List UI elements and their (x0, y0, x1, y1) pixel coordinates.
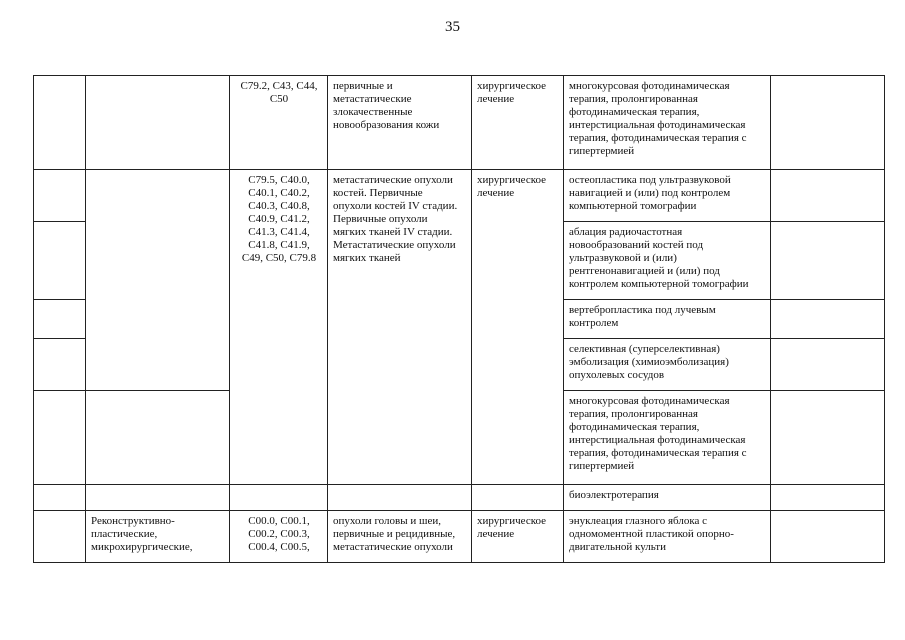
page-number: 35 (445, 19, 460, 35)
cell-cost (771, 76, 885, 170)
table-row (34, 170, 885, 222)
cell-treatment-method: остеопластика под ультразвуковой навигацией и (или) под контролем компьютерной томографии (564, 170, 771, 222)
cell-patient-model: метастатические опухоли костей. Первичные опухоли костей IV стадии. Первичные опухоли мягких тканей IV стадии. Метастатические опухоли мягких тканей (328, 170, 472, 485)
cell-icd-codes (230, 485, 328, 511)
cell-treatment-type (472, 485, 564, 511)
cell-number (34, 391, 86, 485)
cell-number (34, 170, 86, 222)
table-row (34, 511, 885, 563)
cell-care-type (86, 170, 230, 391)
table-row (34, 76, 885, 170)
cell-cost (771, 391, 885, 485)
cell-care-type (86, 76, 230, 170)
cell-cost (771, 222, 885, 300)
cell-number (34, 339, 86, 391)
cell-treatment-type: хирургическое лечение (472, 511, 564, 563)
cell-cost (771, 339, 885, 391)
cell-number (34, 300, 86, 339)
cell-patient-model (328, 485, 472, 511)
cell-patient-model: опухоли головы и шеи, первичные и рецидивные, метастатические опухоли (328, 511, 472, 563)
cell-patient-model: первичные и метастатические злокачественные новообразования кожи (328, 76, 472, 170)
cell-treatment-method: вертебропластика под лучевым контролем (564, 300, 771, 339)
cell-care-type (86, 391, 230, 485)
cell-cost (771, 511, 885, 563)
medical-care-table (33, 75, 885, 563)
cell-icd-codes: C79.2, C43, C44, C50 (230, 76, 328, 170)
cell-icd-codes: C00.0, C00.1, C00.2, C00.3, C00.4, C00.5, (230, 511, 328, 563)
cell-treatment-type: хирургическое лечение (472, 76, 564, 170)
cell-treatment-method: биоэлектротерапия (564, 485, 771, 511)
cell-care-type (86, 485, 230, 511)
table-row (34, 485, 885, 511)
cell-treatment-type: хирургическое лечение (472, 170, 564, 485)
cell-treatment-method: селективная (суперселективная) эмболизация (химиоэмболизация) опухолевых сосудов (564, 339, 771, 391)
cell-treatment-method: энуклеация глазного яблока с одномоментной пластикой опорно- двигательной культи (564, 511, 771, 563)
cell-icd-codes: C79.5, C40.0, C40.1, C40.2, C40.3, C40.8, C40.9, C41.2, C41.3, C41.4, C41.8, C41.9, C49, C50, C79.8 (230, 170, 328, 485)
cell-cost (771, 485, 885, 511)
cell-number (34, 76, 86, 170)
cell-treatment-method: аблация радиочастотная новообразований костей под ультразвуковой и (или) рентгенонавигацией и (или) под контролем компьютерной томографии (564, 222, 771, 300)
cell-number (34, 485, 86, 511)
cell-cost (771, 170, 885, 222)
cell-treatment-method: многокурсовая фотодинамическая терапия, пролонгированная фотодинамическая терапия, интерстициальная фотодинамическая терапия, фотодинамическая терапия с гипертермией (564, 76, 771, 170)
cell-number (34, 222, 86, 300)
cell-number (34, 511, 86, 563)
cell-treatment-method: многокурсовая фотодинамическая терапия, пролонгированная фотодинамическая терапия, интерстициальная фотодинамическая терапия, фотодинамическая терапия с гипертермией (564, 391, 771, 485)
cell-cost (771, 300, 885, 339)
cell-care-type: Реконструктивно- пластические, микрохирургические, (86, 511, 230, 563)
